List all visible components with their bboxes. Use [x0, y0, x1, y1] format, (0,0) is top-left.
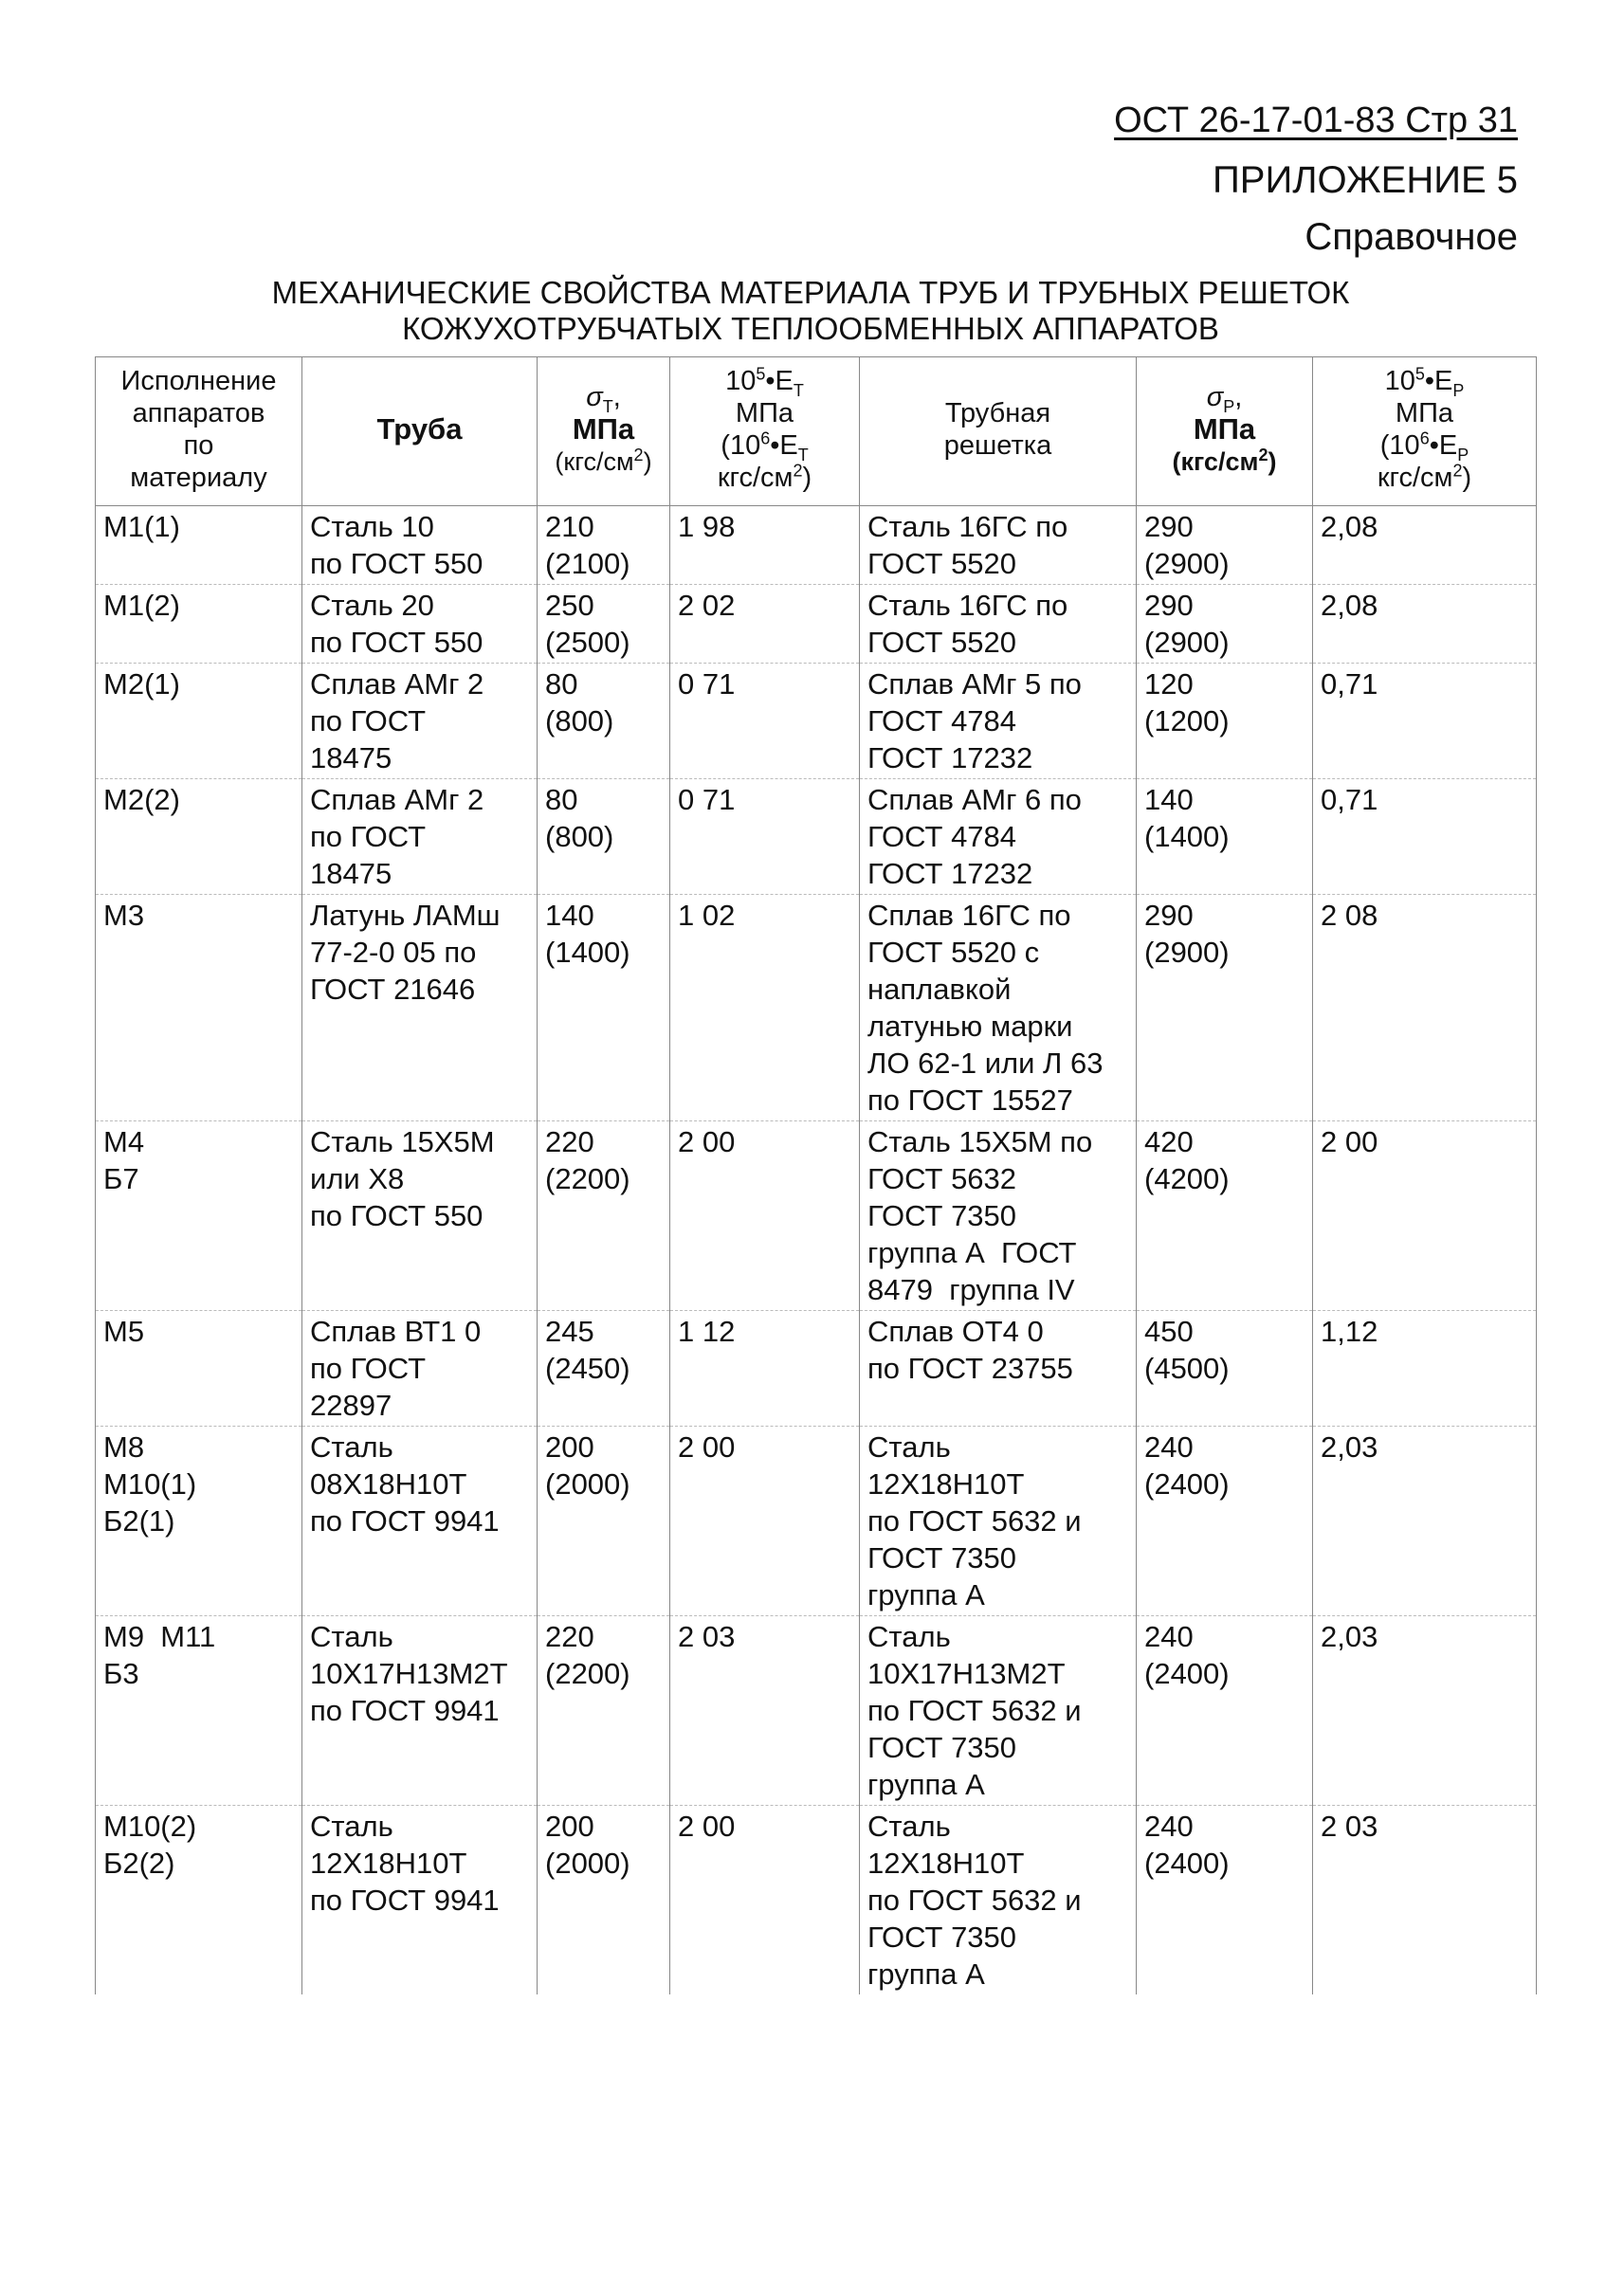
cell-line: М1(1)	[103, 510, 180, 543]
cell-sigma-t	[538, 1806, 670, 1995]
cell-e-p	[1313, 779, 1537, 895]
cell-tube	[302, 779, 538, 895]
cell-e-t	[670, 506, 860, 585]
cell-sigma-t	[538, 506, 670, 585]
cell-line: 0 71	[678, 783, 736, 816]
cell-line: 140	[1144, 783, 1194, 816]
cell-tube-sheet	[860, 1311, 1137, 1427]
cell-line: группа А	[867, 1957, 985, 1991]
cell-line: (2900)	[1144, 626, 1230, 659]
cell-sigma-t	[538, 585, 670, 664]
cell-e-p	[1313, 1121, 1537, 1311]
cell-line: Сталь	[310, 1430, 393, 1464]
table-row	[96, 895, 1537, 1121]
appendix-label: ПРИЛОЖЕНИЕ 5	[1213, 159, 1518, 201]
col-header-e-p: $10^5•E_P$ МПа ($10^6•E_P$ кгс/$см^2$)	[1313, 357, 1537, 506]
cell-line: М10(2)	[103, 1810, 197, 1843]
table-row	[96, 1427, 1537, 1616]
cell-line: М9 М11	[103, 1620, 216, 1653]
cell-tube	[302, 1311, 538, 1427]
cell-tube-sheet	[860, 1616, 1137, 1806]
cell-line: 2 08	[1321, 899, 1378, 932]
cell-line: (2400)	[1144, 1467, 1230, 1501]
cell-line: 77-2-0 05 по	[310, 936, 477, 969]
cell-line: 12Х18Н10Т	[310, 1847, 467, 1880]
cell-line: 2 02	[678, 589, 736, 622]
cell-line: 12Х18Н10Т	[867, 1847, 1025, 1880]
cell-line: М2(2)	[103, 783, 180, 816]
cell-sigma-t	[538, 1427, 670, 1616]
cell-sigma-p	[1137, 895, 1313, 1121]
cell-e-p	[1313, 585, 1537, 664]
cell-line: ГОСТ 5520 с	[867, 936, 1040, 969]
cell-line: Сталь	[867, 1430, 951, 1464]
cell-line: Сплав ВТ1 0	[310, 1315, 482, 1348]
cell-line: 2 03	[1321, 1810, 1378, 1843]
cell-execution	[96, 1806, 302, 1995]
cell-line: Сталь 16ГС по	[867, 589, 1068, 622]
cell-execution	[96, 1427, 302, 1616]
table-row	[96, 1806, 1537, 1995]
cell-line: Б2(2)	[103, 1847, 175, 1880]
cell-tube-sheet	[860, 506, 1137, 585]
cell-line: 2 00	[678, 1430, 736, 1464]
cell-sigma-t	[538, 779, 670, 895]
cell-line: М2(1)	[103, 667, 180, 701]
cell-sigma-p	[1137, 664, 1313, 779]
cell-line: ГОСТ 4784	[867, 704, 1017, 737]
cell-line: (2200)	[545, 1657, 630, 1690]
cell-line: 2 00	[1321, 1125, 1378, 1158]
table-row	[96, 1616, 1537, 1806]
cell-sigma-p	[1137, 1616, 1313, 1806]
cell-line: ГОСТ 17232	[867, 741, 1033, 774]
cell-e-p	[1313, 1806, 1537, 1995]
cell-tube	[302, 1121, 538, 1311]
cell-line: 18475	[310, 741, 392, 774]
cell-line: группа А	[867, 1768, 985, 1801]
col-header-execution: Исполнение аппаратов по материалу	[96, 357, 302, 506]
cell-line: 0,71	[1321, 783, 1378, 816]
cell-line: 240	[1144, 1810, 1194, 1843]
col-header-tube-sheet: Трубная решетка	[860, 357, 1137, 506]
cell-line: по ГОСТ 23755	[867, 1352, 1073, 1385]
cell-line: (2450)	[545, 1352, 630, 1385]
cell-e-p	[1313, 895, 1537, 1121]
cell-line: (2400)	[1144, 1657, 1230, 1690]
cell-execution	[96, 779, 302, 895]
cell-line: по ГОСТ 550	[310, 1199, 484, 1232]
reference-label: Справочное	[1305, 216, 1518, 258]
cell-line: 2,03	[1321, 1620, 1378, 1653]
cell-tube	[302, 664, 538, 779]
cell-line: 12Х18Н10Т	[867, 1467, 1025, 1501]
cell-e-p	[1313, 1311, 1537, 1427]
cell-line: по ГОСТ 5632 и	[867, 1884, 1082, 1917]
cell-line: 250	[545, 589, 594, 622]
cell-line: Сплав ОТ4 0	[867, 1315, 1044, 1348]
properties-table	[95, 356, 1537, 1994]
cell-sigma-t	[538, 1616, 670, 1806]
cell-e-t	[670, 779, 860, 895]
cell-sigma-t	[538, 895, 670, 1121]
cell-line: 10Х17Н13М2Т	[867, 1657, 1066, 1690]
cell-line: (800)	[545, 704, 614, 737]
table-title	[95, 275, 1526, 347]
cell-line: М5	[103, 1315, 145, 1348]
cell-execution	[96, 506, 302, 585]
cell-sigma-t	[538, 1311, 670, 1427]
cell-line: 140	[545, 899, 594, 932]
cell-sigma-p	[1137, 1427, 1313, 1616]
cell-line: Сплав АМг 2	[310, 667, 484, 701]
cell-line: Сталь 10	[310, 510, 434, 543]
cell-e-t	[670, 1806, 860, 1995]
cell-line: 240	[1144, 1430, 1194, 1464]
cell-line: (2000)	[545, 1467, 630, 1501]
table-title-line-2: КОЖУХОТРУБЧАТЫХ ТЕПЛООБМЕННЫХ АППАРАТОВ	[402, 311, 1219, 346]
cell-line: Б7	[103, 1162, 139, 1195]
cell-line: по ГОСТ 550	[310, 626, 484, 659]
cell-line: по ГОСТ 9941	[310, 1884, 500, 1917]
cell-e-t	[670, 1121, 860, 1311]
table-row	[96, 779, 1537, 895]
cell-line: (4200)	[1144, 1162, 1230, 1195]
cell-line: 2 00	[678, 1810, 736, 1843]
cell-line: 08Х18Н10Т	[310, 1467, 467, 1501]
table-row	[96, 585, 1537, 664]
cell-line: Б2(1)	[103, 1504, 175, 1538]
cell-line: 8479 группа IV	[867, 1273, 1075, 1306]
cell-execution	[96, 664, 302, 779]
cell-e-t	[670, 1427, 860, 1616]
cell-e-t	[670, 1311, 860, 1427]
cell-line: 220	[545, 1620, 594, 1653]
col-header-e-t: $10^5•E_T$ МПа ($10^6•E_T$ кгс/$см^2$)	[670, 357, 860, 506]
cell-line: ГОСТ 5520	[867, 547, 1017, 580]
cell-line: 245	[545, 1315, 594, 1348]
cell-line: Сталь	[310, 1620, 393, 1653]
cell-line: 0 71	[678, 667, 736, 701]
cell-tube	[302, 1806, 538, 1995]
table-title-line-1: МЕХАНИЧЕСКИЕ СВОЙСТВА МАТЕРИАЛА ТРУБ И ТРУБНЫХ РЕШЕТОК	[271, 275, 1350, 310]
cell-line: (2100)	[545, 547, 630, 580]
cell-e-t	[670, 664, 860, 779]
cell-line: Сталь	[867, 1620, 951, 1653]
cell-line: (2000)	[545, 1847, 630, 1880]
cell-line: наплавкой	[867, 973, 1012, 1006]
cell-line: Сталь 15Х5М по	[867, 1125, 1093, 1158]
cell-line: 22897	[310, 1389, 392, 1422]
cell-sigma-p	[1137, 1806, 1313, 1995]
cell-e-p	[1313, 1427, 1537, 1616]
cell-line: 10Х17Н13М2Т	[310, 1657, 508, 1690]
cell-execution	[96, 1121, 302, 1311]
col-header-sigma-t: $\sigma_T$, МПа $(кгс/см^2)$	[538, 357, 670, 506]
cell-line: 1,12	[1321, 1315, 1378, 1348]
cell-line: по ГОСТ	[310, 820, 427, 853]
cell-sigma-p	[1137, 1311, 1313, 1427]
cell-line: ГОСТ 4784	[867, 820, 1017, 853]
cell-e-t	[670, 1616, 860, 1806]
cell-sigma-t	[538, 664, 670, 779]
cell-line: (2900)	[1144, 547, 1230, 580]
cell-line: по ГОСТ 9941	[310, 1504, 500, 1538]
cell-line: ГОСТ 7350	[867, 1541, 1017, 1575]
cell-line: Латунь ЛАМш	[310, 899, 501, 932]
cell-line: по ГОСТ 550	[310, 547, 484, 580]
cell-line: 290	[1144, 510, 1194, 543]
cell-line: 200	[545, 1810, 594, 1843]
cell-line: по ГОСТ 5632 и	[867, 1694, 1082, 1727]
table-row	[96, 1121, 1537, 1311]
table-row	[96, 1311, 1537, 1427]
cell-line: по ГОСТ 15527	[867, 1083, 1073, 1117]
table-row	[96, 506, 1537, 585]
cell-line: 2,03	[1321, 1430, 1378, 1464]
col-header-sigma-p: $\sigma_P$, МПа $(кгс/см^2)$	[1137, 357, 1313, 506]
cell-line: (2500)	[545, 626, 630, 659]
cell-line: 210	[545, 510, 594, 543]
cell-line: ГОСТ 5520	[867, 626, 1017, 659]
cell-line: 80	[545, 783, 578, 816]
cell-line: 18475	[310, 857, 392, 890]
cell-line: 290	[1144, 899, 1194, 932]
table-body	[96, 506, 1537, 1995]
cell-line: 120	[1144, 667, 1194, 701]
cell-e-t	[670, 895, 860, 1121]
cell-line: или Х8	[310, 1162, 405, 1195]
table-header-row	[96, 357, 1537, 506]
cell-line: 290	[1144, 589, 1194, 622]
cell-line: 2,08	[1321, 589, 1378, 622]
cell-line: М10(1)	[103, 1467, 197, 1501]
cell-line: по ГОСТ	[310, 704, 427, 737]
cell-sigma-p	[1137, 506, 1313, 585]
cell-line: 220	[545, 1125, 594, 1158]
cell-line: ГОСТ 17232	[867, 857, 1033, 890]
cell-line: Сталь	[310, 1810, 393, 1843]
cell-line: (2400)	[1144, 1847, 1230, 1880]
cell-line: Сталь 16ГС по	[867, 510, 1068, 543]
cell-tube	[302, 1427, 538, 1616]
document-code: ОСТ 26-17-01-83 Стр 31	[1114, 100, 1518, 140]
cell-line: (2900)	[1144, 936, 1230, 969]
cell-line: 420	[1144, 1125, 1194, 1158]
cell-sigma-p	[1137, 779, 1313, 895]
cell-sigma-p	[1137, 1121, 1313, 1311]
cell-line: 1 98	[678, 510, 736, 543]
cell-line: по ГОСТ 5632 и	[867, 1504, 1082, 1538]
cell-execution	[96, 585, 302, 664]
cell-line: группа А ГОСТ	[867, 1236, 1077, 1269]
cell-line: по ГОСТ 9941	[310, 1694, 500, 1727]
cell-line: 240	[1144, 1620, 1194, 1653]
cell-line: ГОСТ 7350	[867, 1199, 1017, 1232]
cell-tube	[302, 506, 538, 585]
cell-line: ГОСТ 7350	[867, 1921, 1017, 1954]
cell-line: (1400)	[545, 936, 630, 969]
cell-line: Сталь 20	[310, 589, 434, 622]
cell-line: 1 02	[678, 899, 736, 932]
cell-tube-sheet	[860, 664, 1137, 779]
cell-line: (2200)	[545, 1162, 630, 1195]
cell-e-p	[1313, 506, 1537, 585]
cell-line: 0,71	[1321, 667, 1378, 701]
cell-execution	[96, 1311, 302, 1427]
cell-line: Б3	[103, 1657, 139, 1690]
cell-tube-sheet	[860, 895, 1137, 1121]
cell-line: 200	[545, 1430, 594, 1464]
cell-sigma-t	[538, 1121, 670, 1311]
cell-line: М3	[103, 899, 145, 932]
cell-line: (4500)	[1144, 1352, 1230, 1385]
cell-line: Сплав АМг 6 по	[867, 783, 1082, 816]
cell-tube-sheet	[860, 585, 1137, 664]
table-row	[96, 664, 1537, 779]
cell-line: (800)	[545, 820, 614, 853]
cell-line: 2 00	[678, 1125, 736, 1158]
cell-e-p	[1313, 664, 1537, 779]
cell-line: Сплав АМг 5 по	[867, 667, 1082, 701]
cell-tube	[302, 895, 538, 1121]
cell-tube	[302, 1616, 538, 1806]
cell-line: М1(2)	[103, 589, 180, 622]
cell-line: ГОСТ 21646	[310, 973, 476, 1006]
cell-tube	[302, 585, 538, 664]
cell-line: ГОСТ 5632	[867, 1162, 1017, 1195]
cell-e-p	[1313, 1616, 1537, 1806]
cell-execution	[96, 895, 302, 1121]
cell-line: Сталь 15Х5М	[310, 1125, 495, 1158]
cell-line: группа А	[867, 1578, 985, 1611]
cell-tube-sheet	[860, 1121, 1137, 1311]
cell-line: 80	[545, 667, 578, 701]
cell-tube-sheet	[860, 1806, 1137, 1995]
cell-line: ЛО 62-1 или Л 63	[867, 1047, 1104, 1080]
cell-line: 2,08	[1321, 510, 1378, 543]
cell-execution	[96, 1616, 302, 1806]
cell-line: М4	[103, 1125, 145, 1158]
cell-line: М8	[103, 1430, 145, 1464]
cell-line: (1400)	[1144, 820, 1230, 853]
cell-tube-sheet	[860, 779, 1137, 895]
cell-sigma-p	[1137, 585, 1313, 664]
cell-line: латунью марки	[867, 1010, 1073, 1043]
cell-line: 450	[1144, 1315, 1194, 1348]
cell-line: по ГОСТ	[310, 1352, 427, 1385]
cell-line: 1 12	[678, 1315, 736, 1348]
cell-line: Сплав АМг 2	[310, 783, 484, 816]
cell-line: Сплав 16ГС по	[867, 899, 1071, 932]
cell-line: ГОСТ 7350	[867, 1731, 1017, 1764]
cell-e-t	[670, 585, 860, 664]
cell-tube-sheet	[860, 1427, 1137, 1616]
col-header-tube: Труба	[302, 357, 538, 506]
cell-line: (1200)	[1144, 704, 1230, 737]
cell-line: 2 03	[678, 1620, 736, 1653]
cell-line: Сталь	[867, 1810, 951, 1843]
